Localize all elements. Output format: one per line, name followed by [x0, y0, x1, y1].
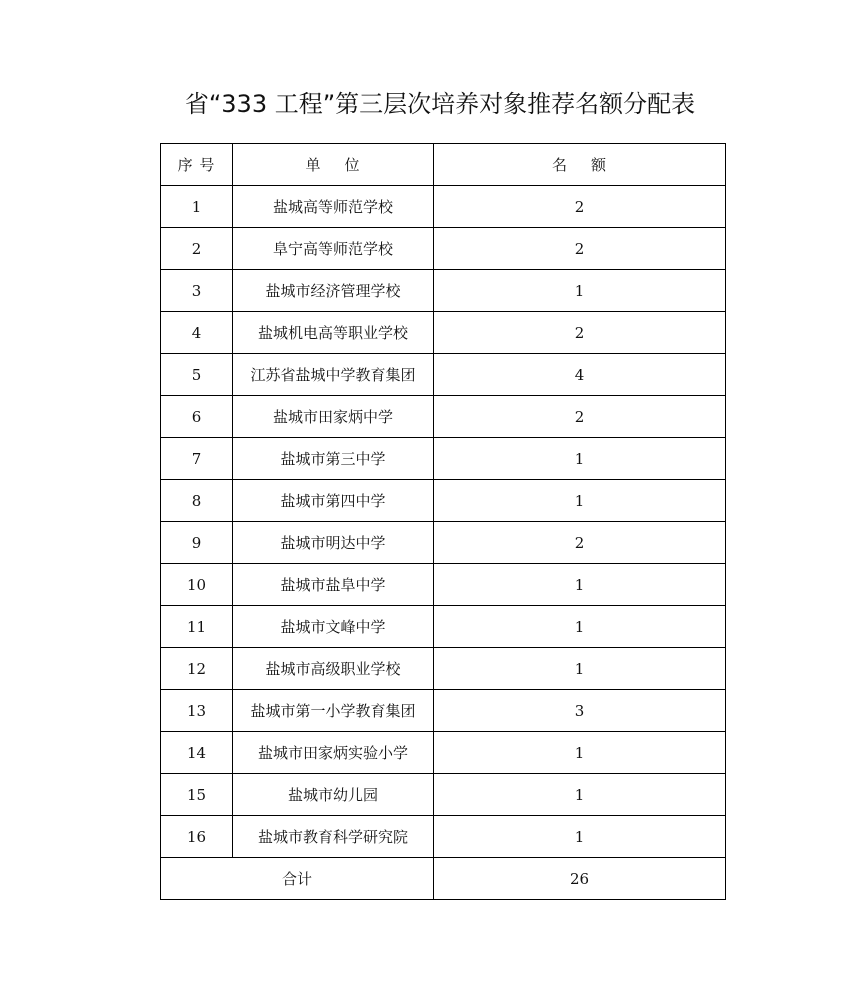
header-seq: 序 号: [161, 144, 233, 186]
table-row: [161, 438, 726, 480]
row-quota: 1: [434, 564, 726, 606]
row-unit: 盐城市文峰中学: [233, 606, 434, 648]
row-unit: 盐城高等师范学校: [233, 186, 434, 228]
table-row: [161, 648, 726, 690]
row-quota: 3: [434, 690, 726, 732]
table-row: [161, 732, 726, 774]
table-row: [161, 354, 726, 396]
quota-table: [160, 143, 726, 900]
total-label: 合计: [161, 858, 434, 900]
row-unit: 盐城市教育科学研究院: [233, 816, 434, 858]
row-quota: 2: [434, 186, 726, 228]
row-quota: 2: [434, 228, 726, 270]
row-unit: 盐城市第一小学教育集团: [233, 690, 434, 732]
table-row: [161, 228, 726, 270]
header-unit: 单 位: [233, 144, 434, 186]
row-seq: 6: [161, 396, 233, 438]
total-row: [161, 858, 726, 900]
table-row: [161, 690, 726, 732]
row-seq: 3: [161, 270, 233, 312]
table-row: [161, 186, 726, 228]
table-row: [161, 522, 726, 564]
row-quota: 1: [434, 270, 726, 312]
table-row: [161, 606, 726, 648]
row-unit: 阜宁高等师范学校: [233, 228, 434, 270]
row-quota: 1: [434, 648, 726, 690]
table-row: [161, 480, 726, 522]
table-row: [161, 270, 726, 312]
row-seq: 9: [161, 522, 233, 564]
row-seq: 13: [161, 690, 233, 732]
row-unit: 盐城机电高等职业学校: [233, 312, 434, 354]
table-row: [161, 774, 726, 816]
row-quota: 4: [434, 354, 726, 396]
row-quota: 1: [434, 438, 726, 480]
row-quota: 1: [434, 480, 726, 522]
row-quota: 2: [434, 396, 726, 438]
row-seq: 2: [161, 228, 233, 270]
row-seq: 4: [161, 312, 233, 354]
total-value: 26: [434, 858, 726, 900]
row-quota: 2: [434, 312, 726, 354]
row-seq: 1: [161, 186, 233, 228]
table-row: [161, 564, 726, 606]
table-row: [161, 312, 726, 354]
row-seq: 12: [161, 648, 233, 690]
row-unit: 盐城市明达中学: [233, 522, 434, 564]
row-unit: 盐城市盐阜中学: [233, 564, 434, 606]
table-row: [161, 396, 726, 438]
row-unit: 江苏省盐城中学教育集团: [233, 354, 434, 396]
row-unit: 盐城市经济管理学校: [233, 270, 434, 312]
row-seq: 10: [161, 564, 233, 606]
row-seq: 15: [161, 774, 233, 816]
row-seq: 7: [161, 438, 233, 480]
row-quota: 1: [434, 774, 726, 816]
row-seq: 14: [161, 732, 233, 774]
row-unit: 盐城市田家炳实验小学: [233, 732, 434, 774]
table-header-row: [161, 144, 726, 186]
row-unit: 盐城市田家炳中学: [233, 396, 434, 438]
row-unit: 盐城市高级职业学校: [233, 648, 434, 690]
row-unit: 盐城市第四中学: [233, 480, 434, 522]
header-quota: 名 额: [434, 144, 726, 186]
row-seq: 11: [161, 606, 233, 648]
row-quota: 2: [434, 522, 726, 564]
row-unit: 盐城市第三中学: [233, 438, 434, 480]
row-unit: 盐城市幼儿园: [233, 774, 434, 816]
row-seq: 16: [161, 816, 233, 858]
row-seq: 5: [161, 354, 233, 396]
table-row: [161, 816, 726, 858]
row-seq: 8: [161, 480, 233, 522]
row-quota: 1: [434, 732, 726, 774]
page-title: 省“333 工程”第三层次培养对象推荐名额分配表: [184, 90, 696, 118]
row-quota: 1: [434, 606, 726, 648]
row-quota: 1: [434, 816, 726, 858]
